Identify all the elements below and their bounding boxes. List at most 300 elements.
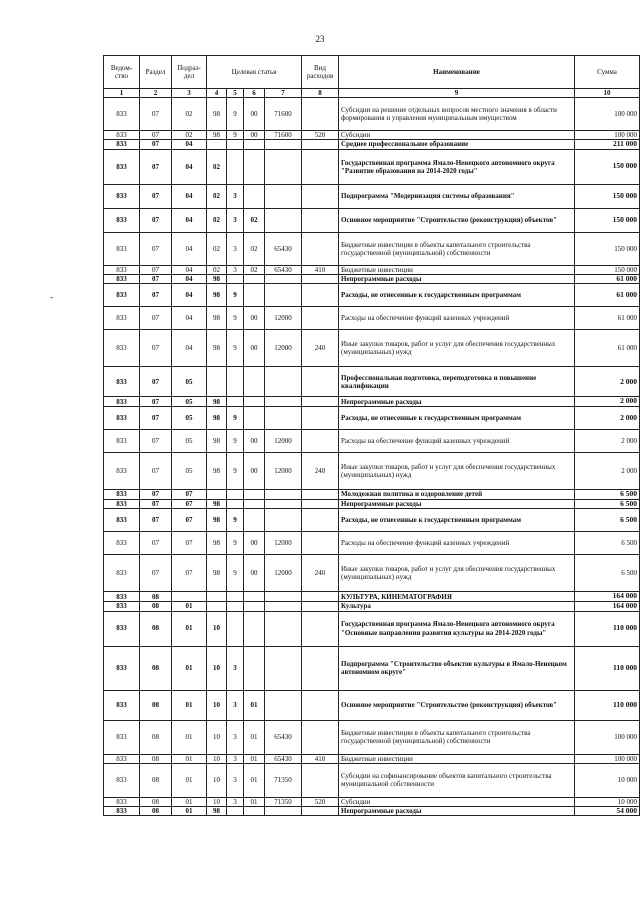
cell-tselevaya-1: 98 — [207, 307, 227, 330]
cell-tselevaya-4 — [265, 407, 302, 430]
column-number: 9 — [339, 89, 575, 98]
cell-naimenovanie: Профессиональная подготовка, переподготовка и повышение квалификации — [339, 367, 575, 397]
table-row — [104, 532, 640, 555]
cell-tselevaya-2: 3 — [227, 184, 244, 208]
cell-razdel: 07 — [140, 232, 172, 265]
cell-tselevaya-3: 00 — [244, 532, 265, 555]
cell-tselevaya-1 — [207, 367, 227, 397]
cell-summa: 6 500 — [575, 509, 640, 532]
cell-tselevaya-3 — [244, 284, 265, 307]
cell-tselevaya-3: 02 — [244, 208, 265, 232]
table-row — [104, 140, 640, 150]
cell-podrazdel: 05 — [172, 407, 207, 430]
cell-razdel: 08 — [140, 720, 172, 754]
cell-podrazdel: 05 — [172, 367, 207, 397]
cell-podrazdel: 07 — [172, 555, 207, 592]
cell-summa: 2 000 — [575, 407, 640, 430]
cell-tselevaya-3: 01 — [244, 690, 265, 720]
cell-tselevaya-4 — [265, 806, 302, 816]
cell-razdel: 07 — [140, 367, 172, 397]
cell-vedomstvo: 833 — [104, 646, 140, 690]
table-row — [104, 806, 640, 816]
cell-tselevaya-4 — [265, 509, 302, 532]
cell-naimenovanie: Субсидии на софинансирование объектов капитального строительства муниципальной собственности — [339, 763, 575, 797]
cell-podrazdel: 04 — [172, 307, 207, 330]
cell-tselevaya-4 — [265, 601, 302, 611]
cell-tselevaya-1: 02 — [207, 208, 227, 232]
cell-razdel: 07 — [140, 98, 172, 131]
cell-summa: 110 000 — [575, 611, 640, 646]
cell-naimenovanie: Непрограммные расходы — [339, 806, 575, 816]
cell-vedomstvo: 833 — [104, 797, 140, 806]
cell-vid-raskhodov — [302, 763, 339, 797]
margin-mark: - — [50, 292, 53, 302]
cell-razdel: 08 — [140, 601, 172, 611]
cell-tselevaya-1: 98 — [207, 397, 227, 407]
cell-tselevaya-2 — [227, 611, 244, 646]
cell-tselevaya-1: 10 — [207, 720, 227, 754]
cell-vedomstvo: 833 — [104, 284, 140, 307]
cell-razdel: 08 — [140, 592, 172, 602]
cell-summa: 6 500 — [575, 532, 640, 555]
cell-tselevaya-1: 98 — [207, 274, 227, 284]
cell-podrazdel: 01 — [172, 754, 207, 763]
cell-tselevaya-3 — [244, 490, 265, 500]
cell-podrazdel: 01 — [172, 601, 207, 611]
cell-razdel: 07 — [140, 184, 172, 208]
cell-vid-raskhodov — [302, 592, 339, 602]
cell-podrazdel: 05 — [172, 430, 207, 453]
header-summa: Сумма — [575, 56, 640, 89]
cell-tselevaya-4 — [265, 690, 302, 720]
cell-vedomstvo: 833 — [104, 690, 140, 720]
cell-tselevaya-1: 98 — [207, 131, 227, 140]
cell-podrazdel: 02 — [172, 131, 207, 140]
cell-naimenovanie: Бюджетные инвестиции — [339, 754, 575, 763]
cell-summa: 2 000 — [575, 430, 640, 453]
cell-vedomstvo: 833 — [104, 601, 140, 611]
cell-vedomstvo: 833 — [104, 720, 140, 754]
cell-summa: 10 000 — [575, 763, 640, 797]
cell-naimenovanie: Подпрограмма "Строительство объектов культуры в Ямало-Ненецком автономном округе" — [339, 646, 575, 690]
cell-razdel: 08 — [140, 806, 172, 816]
column-number: 7 — [265, 89, 302, 98]
cell-tselevaya-2: 9 — [227, 555, 244, 592]
cell-naimenovanie: КУЛЬТУРА, КИНЕМАТОГРАФИЯ — [339, 592, 575, 602]
cell-podrazdel: 04 — [172, 330, 207, 367]
cell-vid-raskhodov — [302, 140, 339, 150]
cell-vedomstvo: 833 — [104, 149, 140, 184]
cell-vid-raskhodov — [302, 232, 339, 265]
budget-table — [103, 55, 640, 816]
cell-tselevaya-4 — [265, 184, 302, 208]
cell-tselevaya-3: 00 — [244, 131, 265, 140]
cell-tselevaya-3 — [244, 806, 265, 816]
cell-razdel: 07 — [140, 499, 172, 509]
column-number: 5 — [227, 89, 244, 98]
cell-podrazdel: 01 — [172, 690, 207, 720]
cell-vid-raskhodov — [302, 601, 339, 611]
cell-tselevaya-4 — [265, 284, 302, 307]
cell-tselevaya-1: 98 — [207, 430, 227, 453]
cell-tselevaya-4 — [265, 592, 302, 602]
cell-vid-raskhodov — [302, 208, 339, 232]
cell-razdel: 07 — [140, 532, 172, 555]
cell-vedomstvo: 833 — [104, 611, 140, 646]
cell-tselevaya-2: 9 — [227, 307, 244, 330]
cell-tselevaya-1: 10 — [207, 754, 227, 763]
cell-vedomstvo: 833 — [104, 763, 140, 797]
cell-tselevaya-3: 00 — [244, 555, 265, 592]
column-number: 4 — [207, 89, 227, 98]
cell-podrazdel: 02 — [172, 98, 207, 131]
cell-podrazdel — [172, 592, 207, 602]
table-row — [104, 611, 640, 646]
table-row — [104, 490, 640, 500]
cell-razdel: 07 — [140, 307, 172, 330]
cell-tselevaya-4 — [265, 274, 302, 284]
cell-tselevaya-2 — [227, 490, 244, 500]
cell-tselevaya-4: 12000 — [265, 532, 302, 555]
cell-tselevaya-3: 00 — [244, 98, 265, 131]
table-row — [104, 274, 640, 284]
cell-tselevaya-4 — [265, 397, 302, 407]
cell-vedomstvo: 833 — [104, 806, 140, 816]
cell-vid-raskhodov — [302, 98, 339, 131]
cell-tselevaya-4: 71350 — [265, 797, 302, 806]
column-number: 10 — [575, 89, 640, 98]
cell-razdel: 07 — [140, 555, 172, 592]
cell-tselevaya-3 — [244, 274, 265, 284]
cell-podrazdel: 07 — [172, 499, 207, 509]
table-row — [104, 98, 640, 131]
cell-tselevaya-2 — [227, 140, 244, 150]
cell-summa: 61 000 — [575, 330, 640, 367]
cell-vid-raskhodov: 240 — [302, 453, 339, 490]
cell-vid-raskhodov — [302, 690, 339, 720]
cell-vid-raskhodov — [302, 397, 339, 407]
cell-tselevaya-2: 9 — [227, 284, 244, 307]
cell-razdel: 08 — [140, 611, 172, 646]
table-row — [104, 754, 640, 763]
cell-vid-raskhodov — [302, 499, 339, 509]
cell-tselevaya-2: 9 — [227, 430, 244, 453]
cell-tselevaya-1: 10 — [207, 797, 227, 806]
cell-tselevaya-1: 98 — [207, 499, 227, 509]
cell-tselevaya-4: 12000 — [265, 307, 302, 330]
cell-vid-raskhodov — [302, 509, 339, 532]
cell-tselevaya-4 — [265, 140, 302, 150]
cell-razdel: 07 — [140, 265, 172, 274]
cell-tselevaya-1: 02 — [207, 184, 227, 208]
cell-tselevaya-2 — [227, 367, 244, 397]
cell-tselevaya-4: 65430 — [265, 720, 302, 754]
cell-tselevaya-2: 9 — [227, 407, 244, 430]
cell-tselevaya-2: 3 — [227, 754, 244, 763]
cell-tselevaya-2: 9 — [227, 330, 244, 367]
column-number: 8 — [302, 89, 339, 98]
cell-tselevaya-3: 00 — [244, 330, 265, 367]
cell-tselevaya-2: 3 — [227, 232, 244, 265]
column-number: 3 — [172, 89, 207, 98]
cell-vid-raskhodov: 240 — [302, 330, 339, 367]
cell-tselevaya-4: 12000 — [265, 555, 302, 592]
cell-summa: 61 000 — [575, 274, 640, 284]
cell-summa: 6 500 — [575, 499, 640, 509]
cell-tselevaya-4: 65430 — [265, 754, 302, 763]
cell-summa: 164 000 — [575, 592, 640, 602]
cell-podrazdel: 04 — [172, 140, 207, 150]
cell-razdel: 07 — [140, 140, 172, 150]
cell-naimenovanie: Иные закупки товаров, работ и услуг для обеспечения государственных (муниципальных) нужд — [339, 330, 575, 367]
cell-vedomstvo: 833 — [104, 330, 140, 367]
cell-vid-raskhodov — [302, 149, 339, 184]
cell-vid-raskhodov — [302, 407, 339, 430]
cell-naimenovanie: Государственная программа Ямало-Ненецкого автономного округа "Основные направления развития культуры на 2014-2020 годы" — [339, 611, 575, 646]
cell-tselevaya-1 — [207, 601, 227, 611]
cell-summa: 61 000 — [575, 307, 640, 330]
cell-tselevaya-2 — [227, 149, 244, 184]
cell-tselevaya-4: 65430 — [265, 232, 302, 265]
header-podrazdel: Подраз-дел — [172, 56, 207, 89]
cell-tselevaya-2: 9 — [227, 131, 244, 140]
cell-vid-raskhodov — [302, 274, 339, 284]
cell-razdel: 07 — [140, 284, 172, 307]
cell-summa: 54 000 — [575, 806, 640, 816]
cell-tselevaya-4 — [265, 611, 302, 646]
header-tselevaya-statya: Целевая статья — [207, 56, 302, 89]
cell-vedomstvo: 833 — [104, 367, 140, 397]
cell-naimenovanie: Расходы на обеспечение функций казенных учреждений — [339, 532, 575, 555]
cell-tselevaya-2 — [227, 274, 244, 284]
cell-summa: 2 000 — [575, 453, 640, 490]
cell-razdel: 08 — [140, 754, 172, 763]
cell-tselevaya-2 — [227, 601, 244, 611]
cell-tselevaya-3: 01 — [244, 797, 265, 806]
cell-tselevaya-2: 9 — [227, 509, 244, 532]
table-row — [104, 509, 640, 532]
cell-tselevaya-2: 9 — [227, 532, 244, 555]
cell-summa: 6 500 — [575, 490, 640, 500]
cell-naimenovanie: Непрограммные расходы — [339, 274, 575, 284]
cell-vid-raskhodov — [302, 532, 339, 555]
column-number-row — [104, 89, 640, 98]
cell-tselevaya-3: 02 — [244, 265, 265, 274]
cell-vid-raskhodov — [302, 284, 339, 307]
cell-razdel: 08 — [140, 646, 172, 690]
cell-podrazdel: 05 — [172, 453, 207, 490]
column-number: 6 — [244, 89, 265, 98]
cell-podrazdel: 04 — [172, 265, 207, 274]
cell-razdel: 07 — [140, 490, 172, 500]
cell-tselevaya-3 — [244, 601, 265, 611]
table-row — [104, 149, 640, 184]
cell-naimenovanie: Основное мероприятие "Строительство (реконструкция) объектов" — [339, 690, 575, 720]
cell-tselevaya-2: 3 — [227, 797, 244, 806]
cell-tselevaya-1 — [207, 140, 227, 150]
cell-naimenovanie: Непрограммные расходы — [339, 397, 575, 407]
cell-vedomstvo: 833 — [104, 232, 140, 265]
table-row — [104, 763, 640, 797]
cell-tselevaya-3 — [244, 397, 265, 407]
table-row — [104, 601, 640, 611]
cell-tselevaya-1: 98 — [207, 330, 227, 367]
cell-summa: 6 500 — [575, 555, 640, 592]
cell-podrazdel: 01 — [172, 763, 207, 797]
cell-razdel: 08 — [140, 763, 172, 797]
cell-vedomstvo: 833 — [104, 397, 140, 407]
cell-vid-raskhodov — [302, 184, 339, 208]
cell-summa: 150 000 — [575, 265, 640, 274]
table-row — [104, 184, 640, 208]
cell-tselevaya-3 — [244, 592, 265, 602]
cell-razdel: 07 — [140, 407, 172, 430]
cell-razdel: 08 — [140, 690, 172, 720]
cell-naimenovanie: Иные закупки товаров, работ и услуг для обеспечения государственных (муниципальных) нужд — [339, 555, 575, 592]
table-row — [104, 307, 640, 330]
cell-vedomstvo: 833 — [104, 453, 140, 490]
cell-summa: 100 000 — [575, 754, 640, 763]
cell-razdel: 07 — [140, 397, 172, 407]
table-row — [104, 232, 640, 265]
cell-razdel: 07 — [140, 430, 172, 453]
cell-podrazdel: 01 — [172, 646, 207, 690]
cell-razdel: 07 — [140, 131, 172, 140]
cell-tselevaya-1: 98 — [207, 555, 227, 592]
cell-vedomstvo: 833 — [104, 532, 140, 555]
table-row — [104, 330, 640, 367]
cell-podrazdel: 01 — [172, 611, 207, 646]
cell-naimenovanie: Субсидии — [339, 797, 575, 806]
cell-summa: 100 000 — [575, 98, 640, 131]
cell-tselevaya-1 — [207, 490, 227, 500]
cell-tselevaya-1: 10 — [207, 646, 227, 690]
cell-tselevaya-2: 3 — [227, 265, 244, 274]
cell-vid-raskhodov: 410 — [302, 265, 339, 274]
cell-naimenovanie: Бюджетные инвестиции в объекты капитального строительства государственной (муниципальной) собственности — [339, 720, 575, 754]
cell-tselevaya-3: 01 — [244, 763, 265, 797]
cell-tselevaya-3 — [244, 140, 265, 150]
cell-razdel: 07 — [140, 453, 172, 490]
cell-vid-raskhodov: 240 — [302, 555, 339, 592]
cell-tselevaya-4: 12000 — [265, 430, 302, 453]
cell-naimenovanie: Субсидии на решение отдельных вопросов местного значения в области формирования и управления муниципальным имуществом — [339, 98, 575, 131]
cell-vedomstvo: 833 — [104, 499, 140, 509]
cell-vid-raskhodov — [302, 307, 339, 330]
header-naimenovanie: Наименование — [339, 56, 575, 89]
cell-razdel: 07 — [140, 509, 172, 532]
cell-naimenovanie: Расходы, не отнесенные к государственным программам — [339, 509, 575, 532]
cell-podrazdel: 07 — [172, 509, 207, 532]
cell-tselevaya-1: 02 — [207, 265, 227, 274]
cell-naimenovanie: Культура — [339, 601, 575, 611]
table-row — [104, 265, 640, 274]
cell-tselevaya-3 — [244, 407, 265, 430]
cell-naimenovanie: Бюджетные инвестиции — [339, 265, 575, 274]
cell-tselevaya-1: 98 — [207, 532, 227, 555]
cell-summa: 150 000 — [575, 149, 640, 184]
table-row — [104, 797, 640, 806]
cell-summa: 110 000 — [575, 646, 640, 690]
cell-naimenovanie: Государственная программа Ямало-Ненецкого автономного округа "Развитие образования на 2014-2020 годы" — [339, 149, 575, 184]
cell-tselevaya-1: 98 — [207, 98, 227, 131]
cell-vid-raskhodov: 520 — [302, 797, 339, 806]
cell-vedomstvo: 833 — [104, 274, 140, 284]
cell-tselevaya-1: 10 — [207, 611, 227, 646]
cell-podrazdel: 04 — [172, 232, 207, 265]
table-row — [104, 367, 640, 397]
cell-tselevaya-2: 9 — [227, 453, 244, 490]
cell-tselevaya-2: 3 — [227, 720, 244, 754]
cell-naimenovanie: Молодежная политика и оздоровление детей — [339, 490, 575, 500]
cell-tselevaya-1: 10 — [207, 690, 227, 720]
cell-vedomstvo: 833 — [104, 307, 140, 330]
cell-tselevaya-2 — [227, 806, 244, 816]
cell-tselevaya-2: 3 — [227, 763, 244, 797]
table-row — [104, 690, 640, 720]
cell-tselevaya-4: 12000 — [265, 330, 302, 367]
cell-naimenovanie: Непрограммные расходы — [339, 499, 575, 509]
cell-tselevaya-4: 71350 — [265, 763, 302, 797]
cell-naimenovanie: Субсидии — [339, 131, 575, 140]
cell-summa: 61 000 — [575, 284, 640, 307]
cell-vedomstvo: 833 — [104, 98, 140, 131]
cell-podrazdel: 04 — [172, 149, 207, 184]
cell-tselevaya-3: 00 — [244, 453, 265, 490]
cell-summa: 110 000 — [575, 690, 640, 720]
column-number: 2 — [140, 89, 172, 98]
cell-summa: 164 000 — [575, 601, 640, 611]
column-number: 1 — [104, 89, 140, 98]
header-vid-raskhodov: Вид расходов — [302, 56, 339, 89]
cell-naimenovanie: Бюджетные инвестиции в объекты капитального строительства государственной (муниципальной) собственности — [339, 232, 575, 265]
cell-vedomstvo: 833 — [104, 208, 140, 232]
cell-naimenovanie: Подпрограмма "Модернизация системы образования" — [339, 184, 575, 208]
table-row — [104, 453, 640, 490]
cell-tselevaya-3: 02 — [244, 232, 265, 265]
cell-tselevaya-4 — [265, 149, 302, 184]
cell-vid-raskhodov — [302, 806, 339, 816]
cell-naimenovanie: Расходы на обеспечение функций казенных учреждений — [339, 307, 575, 330]
cell-vid-raskhodov — [302, 490, 339, 500]
cell-summa: 10 000 — [575, 797, 640, 806]
cell-tselevaya-2 — [227, 397, 244, 407]
cell-razdel: 07 — [140, 149, 172, 184]
cell-tselevaya-4 — [265, 646, 302, 690]
table-row — [104, 430, 640, 453]
cell-tselevaya-2: 3 — [227, 208, 244, 232]
cell-razdel: 07 — [140, 274, 172, 284]
cell-vedomstvo: 833 — [104, 430, 140, 453]
cell-tselevaya-2: 3 — [227, 690, 244, 720]
cell-podrazdel: 04 — [172, 208, 207, 232]
cell-podrazdel: 07 — [172, 532, 207, 555]
cell-razdel: 07 — [140, 208, 172, 232]
cell-tselevaya-4: 71600 — [265, 131, 302, 140]
cell-tselevaya-3: 00 — [244, 307, 265, 330]
cell-tselevaya-1: 02 — [207, 232, 227, 265]
cell-tselevaya-2 — [227, 499, 244, 509]
page-number: 23 — [315, 34, 325, 44]
cell-tselevaya-2: 9 — [227, 98, 244, 131]
cell-summa: 211 000 — [575, 140, 640, 150]
cell-podrazdel: 04 — [172, 284, 207, 307]
cell-podrazdel: 01 — [172, 797, 207, 806]
header-vedomstvo: Ведом-ство — [104, 56, 140, 89]
cell-naimenovanie: Расходы на обеспечение функций казенных учреждений — [339, 430, 575, 453]
cell-naimenovanie: Расходы, не отнесенные к государственным программам — [339, 407, 575, 430]
table-row — [104, 555, 640, 592]
